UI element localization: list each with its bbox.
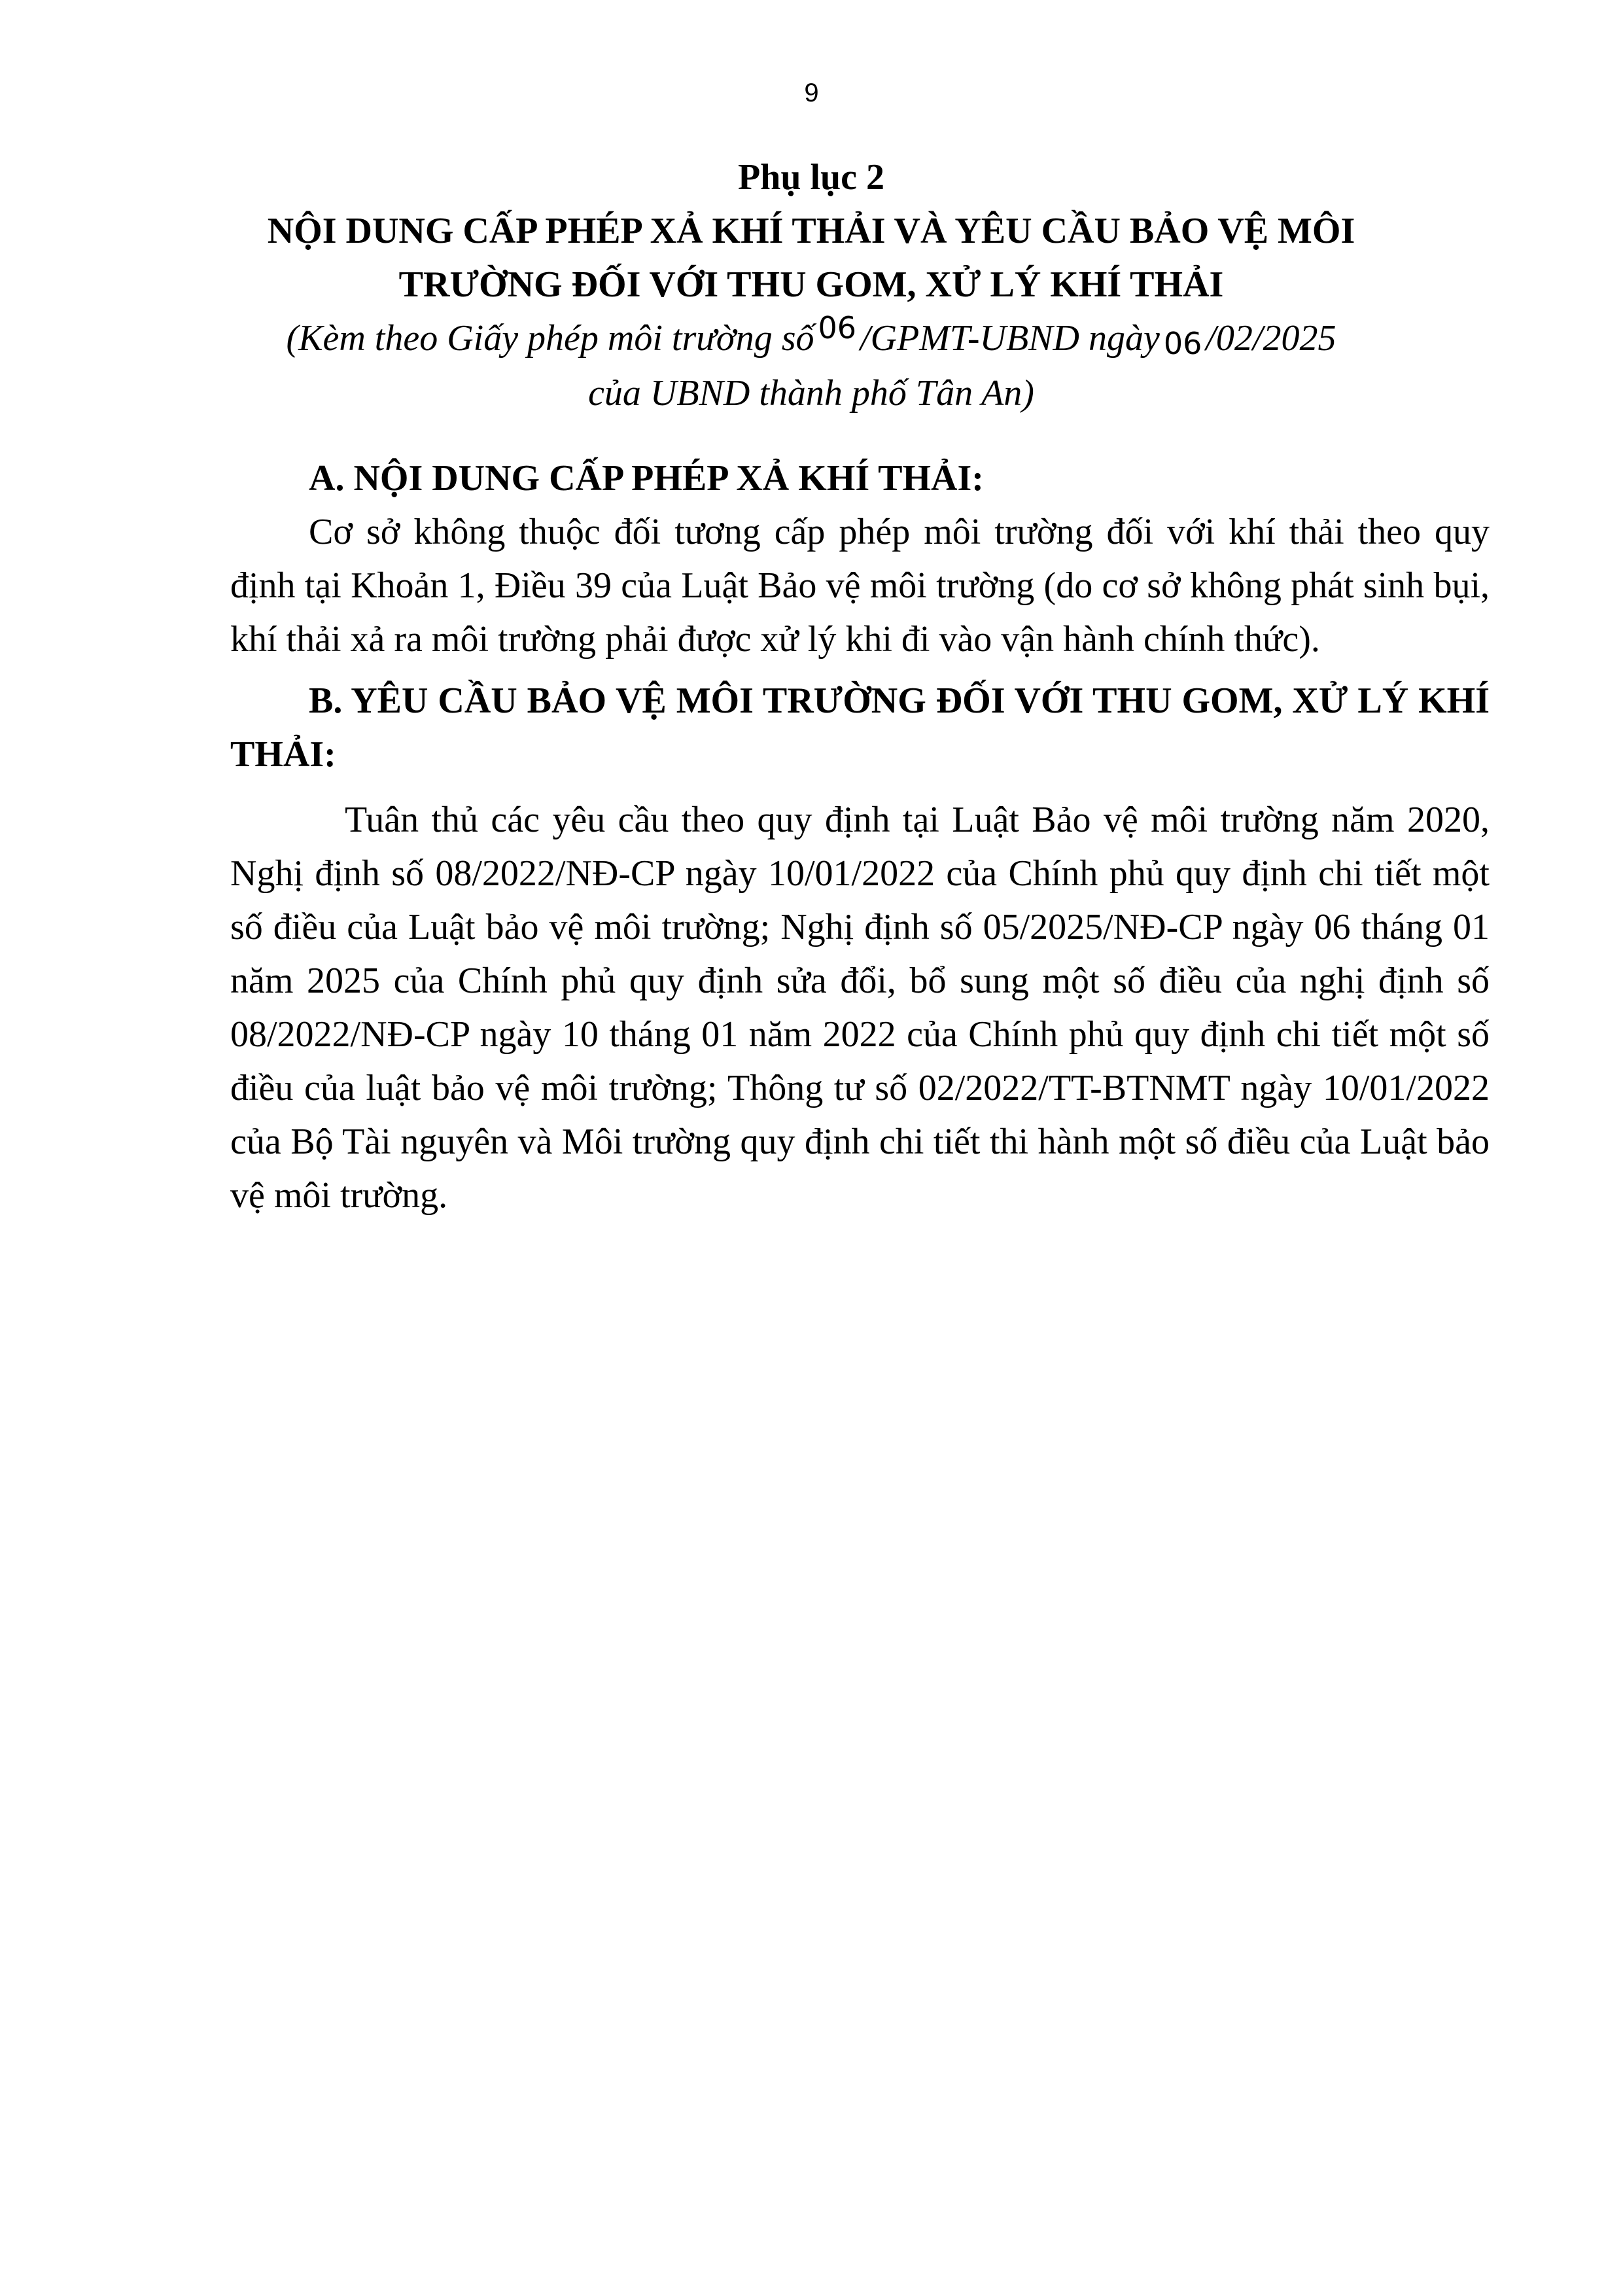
note-part3: /02/2025 <box>1206 318 1336 359</box>
note-part2: /GPMT-UBND ngày <box>860 318 1160 359</box>
document-body <box>230 451 1490 1222</box>
page-number: 9 <box>804 79 819 107</box>
appendix-note <box>196 311 1426 420</box>
appendix-subtitle-line2: TRƯỜNG ĐỐI VỚI THU GOM, XỬ LÝ KHÍ THẢI <box>398 264 1224 305</box>
appendix-title: Phụ lục 2 <box>737 157 885 198</box>
section-a-paragraph: Cơ sở không thuộc đối tương cấp phép môi trường đối với khí thải theo quy định tại Khoản 1, Điều 39 của Luật Bảo vệ môi trường (do cơ sở không phát sinh bụi, khí thải xả ra môi trường phải được xử lý khi đi vào vận hành chính thức). <box>230 512 1490 660</box>
section-b-paragraph: Tuân thủ các yêu cầu theo quy định tại Luật Bảo vệ môi trường năm 2020, Nghị định số 08/2022/NĐ-CP ngày 10/01/2022 của Chính phủ quy định chi tiết một số điều của Luật bảo vệ môi trường; Nghị định số 05/2025/NĐ-CP ngày 06 tháng 01 năm 2025 của Chính phủ quy định sửa đổi, bổ sung một số điều của nghị định số 08/2022/NĐ-CP ngày 10 tháng 01 năm 2022 của Chính phủ quy định chi tiết một số điều của luật bảo vệ môi trường; Thông tư số 02/2022/TT-BTNMT ngày 10/01/2022 của Bộ Tài nguyên và Môi trường quy định chi tiết thi hành một số điều của Luật bảo vệ môi trường. <box>230 800 1490 1216</box>
appendix-subtitle-line1: NỘI DUNG CẤP PHÉP XẢ KHÍ THẢI VÀ YÊU CẦU BẢO VỆ MÔI <box>267 211 1355 251</box>
note-line2: của UBND thành phố Tân An) <box>588 373 1034 414</box>
permit-number-handwritten: 06 <box>818 310 857 345</box>
section-b-heading: B. YÊU CẦU BẢO VỆ MÔI TRƯỜNG ĐỐI VỚI THU GOM, XỬ LÝ KHÍ THẢI: <box>230 680 1490 775</box>
section-a-heading: A. NỘI DUNG CẤP PHÉP XẢ KHÍ THẢI: <box>309 458 984 499</box>
note-part1: (Kèm theo Giấy phép môi trường số <box>286 318 814 359</box>
appendix-heading <box>196 150 1426 420</box>
permit-day-handwritten: 06 <box>1163 326 1202 361</box>
appendix-subtitle <box>196 204 1426 311</box>
